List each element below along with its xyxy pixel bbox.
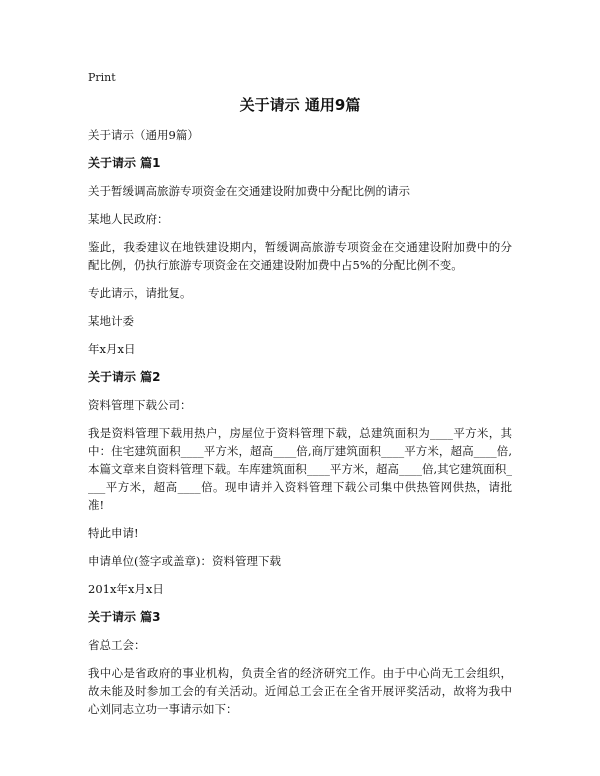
section-2-paragraph: 资料管理下载公司： <box>88 398 192 412</box>
section-heading-1: 关于请示 篇1 <box>88 156 161 170</box>
section-1-paragraph: 年x月x日 <box>88 342 136 356</box>
section-2-paragraph: 申请单位(签字或盖章)：资料管理下载 <box>88 554 281 568</box>
section-heading-2: 关于请示 篇2 <box>88 370 161 384</box>
section-1-paragraph: 某地人民政府： <box>88 212 169 226</box>
section-3-paragraph: 我中心是省政府的事业机构，负责全省的经济研究工作。由于中心尚无工会组织，故未能及时参加工会的有关活动。近闻总工会正在全省开展评奖活动，故将为我中心刘同志立功一事请示如下： <box>88 666 512 716</box>
section-2-paragraph: 我是资料管理下载用热户，房屋位于资料管理下载，总建筑面积为____平方米，其中：住宅建筑面积____平方米，超高____倍,商厅建筑面积____平方米，超高____倍,本篇文章来自资料管理下载。车库建筑面积____平方米，超高____倍,其它建筑面积____平方米，超高____倍。现申请并入资料管理下载公司集中供热管网供热，请批准! <box>88 426 512 512</box>
section-1-paragraph: 专此请示，请批复。 <box>88 286 192 300</box>
section-1-paragraph: 关于暂缓调高旅游专项资金在交通建设附加费中分配比例的请示 <box>88 184 410 198</box>
section-1-paragraph: 鉴此，我委建议在地铁建设期内，暂缓调高旅游专项资金在交通建设附加费中的分配比例，仍执行旅游专项资金在交通建设附加费中占5%的分配比例不变。 <box>88 240 512 272</box>
section-2-paragraph: 201x年x月x日 <box>88 582 164 596</box>
section-3-paragraph: 省总工会： <box>88 638 146 652</box>
section-1-paragraph: 某地计委 <box>88 314 134 328</box>
section-2-paragraph: 特此申请! <box>88 526 139 540</box>
section-heading-3: 关于请示 篇3 <box>88 610 161 624</box>
print-label[interactable]: Print <box>88 71 116 84</box>
page-title: 关于请示 通用9篇 <box>239 96 361 114</box>
document-subtitle: 关于请示（通用9篇） <box>88 128 199 142</box>
